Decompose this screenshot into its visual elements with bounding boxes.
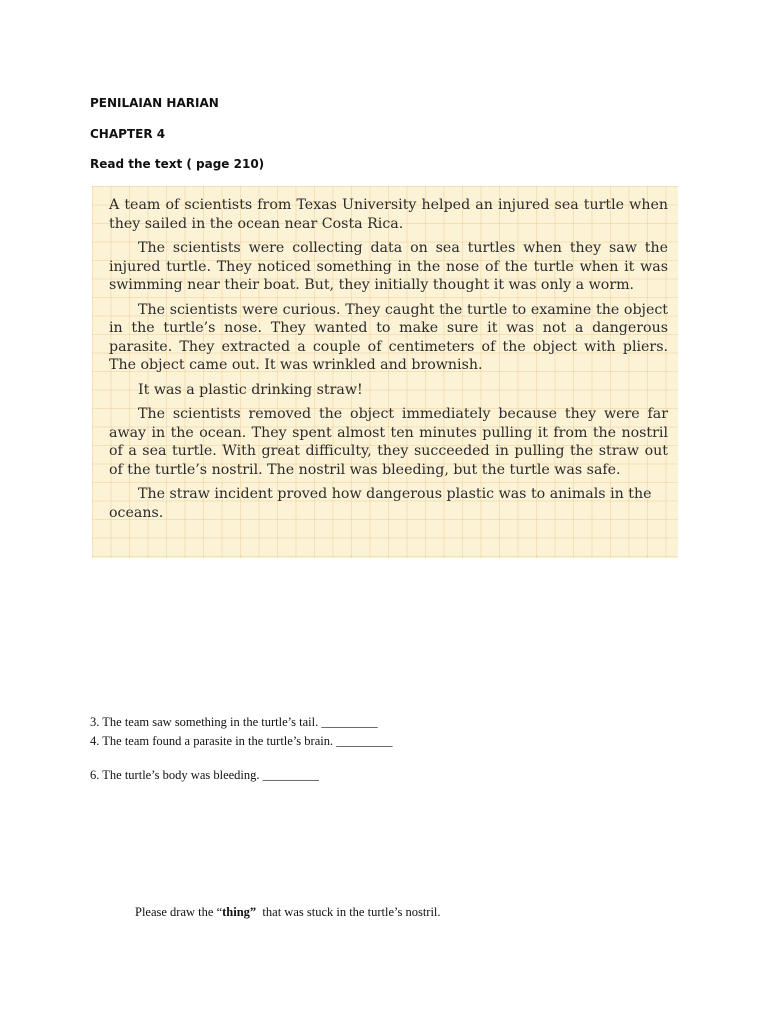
worksheet-title: PENILAIAN HARIAN [90,96,219,110]
drawing-prompt-end: that was stuck in the turtle’s nostril. [256,905,441,919]
chapter-label: CHAPTER 4 [90,127,166,141]
question-6: 6. The turtle’s body was bleeding. _________ [90,768,319,782]
reading-passage [92,186,678,558]
drawing-prompt-emphasis: thing” [222,905,257,919]
question-3: 3. The team saw something in the turtle’s tail. _________ [90,715,378,729]
drawing-prompt [135,905,441,920]
passage-paragraph-6: The straw incident proved how dangerous plastic was to animals in the oceans. [109,486,652,521]
passage-paragraph-2: The scientists were collecting data on sea turtles when they saw the injured turtle. They noticed something in the nose of the turtle when it was swimming near their boat. But, they initially thought it was only a worm. [109,240,668,293]
passage-paragraph-3: The scientists were curious. They caught the turtle to examine the object in the turtle’s nose. They wanted to make sure it was not a dangerous parasite. They extracted a couple of centimeters of the object with pliers. The object came out. It was wrinkled and brownish. [109,301,668,373]
reading-instruction: Read the text ( page 210) [90,157,265,171]
passage-paragraph-5: The scientists removed the object immediately because they were far away in the ocean. They spent almost ten minutes pulling it from the nostril of a sea turtle. With great difficulty, they succeeded in pulling the straw out of the turtle’s nostril. The nostril was bleeding, but the turtle was safe. [109,406,668,478]
passage-paragraph-4: It was a plastic drinking straw! [138,381,363,398]
passage-paragraph-1: A team of scientists from Texas University helped an injured sea turtle when they sailed in the ocean near Costa Rica. [109,197,668,232]
drawing-prompt-start: Please draw the “ [135,905,223,919]
question-4: 4. The team found a parasite in the turtle’s brain. _________ [90,734,393,748]
